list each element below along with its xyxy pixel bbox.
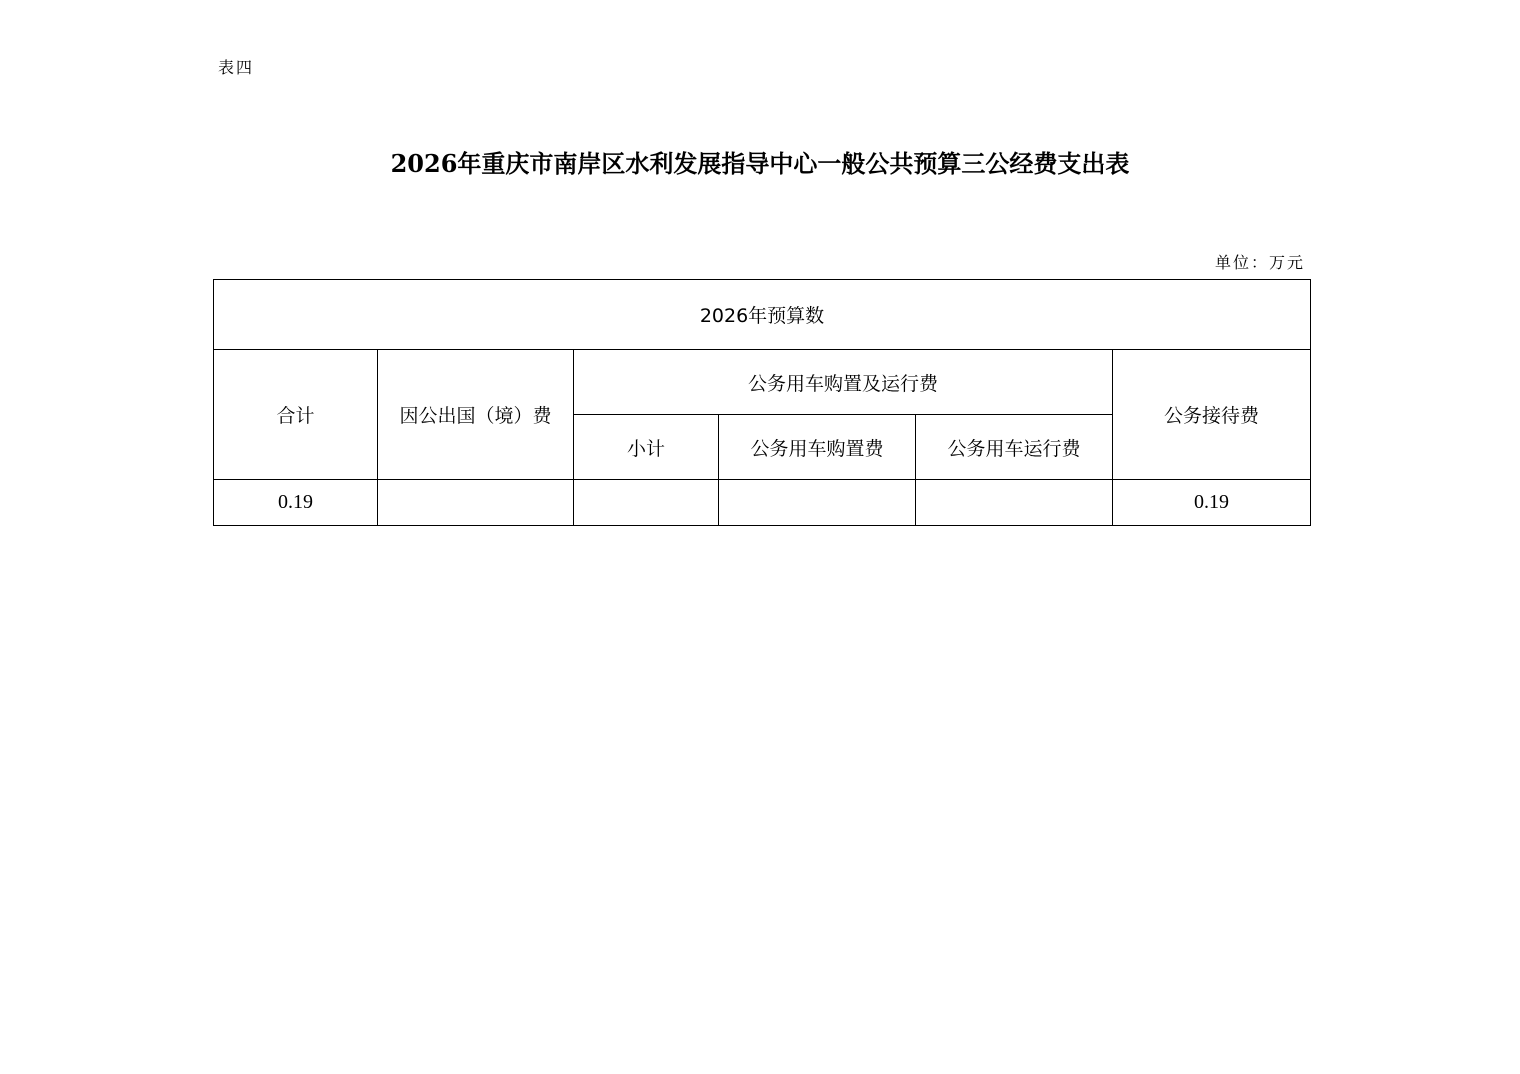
- cell-vehicle-operation: [916, 480, 1113, 526]
- header-row-group: [214, 280, 1311, 350]
- header-total: 合计: [214, 350, 378, 480]
- header-vehicle-operation: 公务用车运行费: [916, 415, 1113, 480]
- cell-overseas: [378, 480, 574, 526]
- cell-reception: 0.19: [1113, 480, 1311, 526]
- table-row: [214, 480, 1311, 526]
- budget-year-header: 2026年预算数: [214, 280, 1311, 350]
- cell-total: 0.19: [214, 480, 378, 526]
- unit-label: 单位：万元: [1214, 253, 1305, 272]
- header-reception: 公务接待费: [1113, 350, 1311, 480]
- table-number-label: 表四: [218, 58, 255, 77]
- header-vehicle-group: 公务用车购置及运行费: [574, 350, 1113, 415]
- budget-table: [213, 279, 1311, 526]
- header-vehicle-subtotal: 小计: [574, 415, 719, 480]
- cell-vehicle-subtotal: [574, 480, 719, 526]
- cell-vehicle-purchase: [719, 480, 916, 526]
- document-title: 2026年重庆市南岸区水利发展指导中心一般公共预算三公经费支出表: [390, 149, 1130, 178]
- header-overseas: 因公出国（境）费: [378, 350, 574, 480]
- header-row-main: [214, 350, 1311, 415]
- header-vehicle-purchase: 公务用车购置费: [719, 415, 916, 480]
